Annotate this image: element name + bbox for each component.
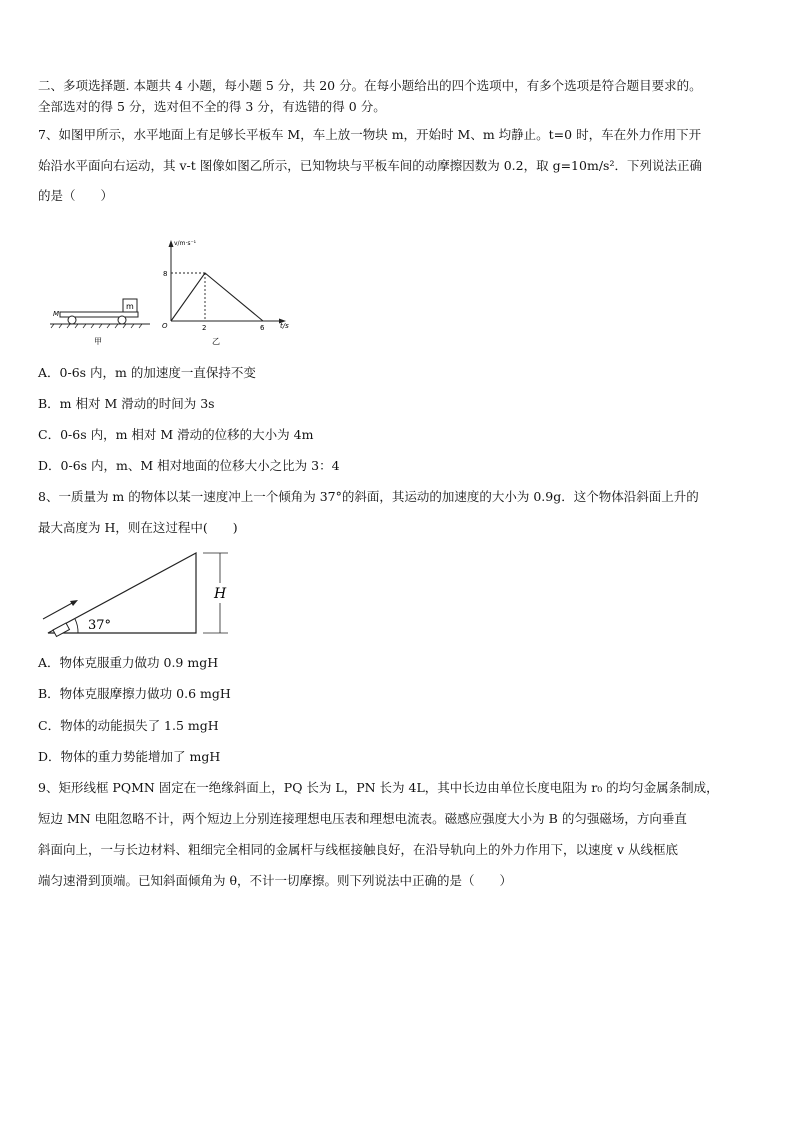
car-wheel-left [68,316,76,324]
origin-label: O [162,322,168,330]
q8-stem-line-2: 最大高度为 H，则在这过程中( ) [38,520,238,535]
t-axis-label: t/s [280,322,289,330]
angle-arc [75,619,78,633]
t-tick-label-2: 6 [260,324,265,332]
car-wheel-right [118,316,126,324]
v-axis-arrow [169,240,174,247]
q8-incline-figure [38,545,238,640]
q7-stem-line-1: 7、如图甲所示，水平地面上有足够长平板车 M，车上放一物块 m，开始时 M、m 均静止。t=0 时，车在外力作用下开 [38,127,702,142]
q7-option-d: D．0-6s 内，m、M 相对地面的位移大小之比为 3：4 [38,458,340,473]
q8-option-b: B．物体克服摩擦力做功 0.6 mgH [38,686,231,701]
q7-option-c: C．0-6s 内，m 相对 M 滑动的位移的大小为 4m [38,427,314,442]
t-tick-label-1: 2 [202,324,207,332]
q7-option-a: A．0-6s 内，m 的加速度一直保持不变 [38,365,256,380]
ground-hatching [51,324,142,328]
velocity-arrow-line [43,602,74,619]
car-label: M [53,310,60,318]
q7-stem-line-2: 始沿水平面向右运动，其 v-t 图像如图乙所示，已知物块与平板车间的动摩擦因数为 0.2，取 g=10m/s²．下列说法正确 [38,158,702,173]
section-header-line-1: 二、多项选择题. 本题共 4 小题，每小题 5 分，共 20 分。在每小题给出的四个选项中，有多个选项是符合题目要求的。 [38,78,702,93]
v-t-graph-line [171,273,263,321]
q8-stem-line-1: 8、一质量为 m 的物体以某一速度冲上一个倾角为 37°的斜面，其运动的加速度的大小为 0.9g．这个物体沿斜面上升的 [38,489,699,504]
block-label: m [126,302,134,311]
q7-stem-line-3: 的是（ ） [38,188,114,203]
q9-stem-line-4: 端匀速滑到顶端。已知斜面倾角为 θ，不计一切摩擦。则下列说法中正确的是（ ） [38,873,513,888]
q7-figure-a [50,290,150,350]
q8-option-a: A．物体克服重力做功 0.9 mgH [38,655,219,670]
q9-stem-line-2: 短边 MN 电阻忽略不计，两个短边上分别连接理想电压表和理想电流表。磁感应强度大小为 B 的匀强磁场，方向垂直 [38,811,687,826]
q8-option-d: D．物体的重力势能增加了 mgH [38,749,221,764]
incline-triangle [48,553,196,633]
object-block [53,623,70,637]
v-axis-label: v/m·s⁻¹ [174,240,197,247]
height-label: H [214,586,227,602]
figure-b-caption: 乙 [212,337,220,346]
v-tick-label: 8 [163,270,168,278]
section-header-line-2: 全部选对的得 5 分，选对但不全的得 3 分，有选错的得 0 分。 [38,99,386,114]
q8-option-c: C．物体的动能损失了 1.5 mgH [38,718,219,733]
figure-a-caption: 甲 [94,337,102,346]
q7-figure-b-vt-graph [156,236,296,346]
q9-stem-line-3: 斜面向上，一与长边材料、粗细完全相同的金属杆与线框接触良好，在沿导轨向上的外力作用下，以速度 v 从线框底 [38,842,679,857]
q7-option-b: B．m 相对 M 滑动的时间为 3s [38,396,215,411]
q9-stem-line-1: 9、矩形线框 PQMN 固定在一绝缘斜面上，PQ 长为 L，PN 长为 4L，其中长边由单位长度电阻为 r₀ 的均匀金属条制成， [38,780,719,795]
angle-label: 37° [88,618,112,633]
